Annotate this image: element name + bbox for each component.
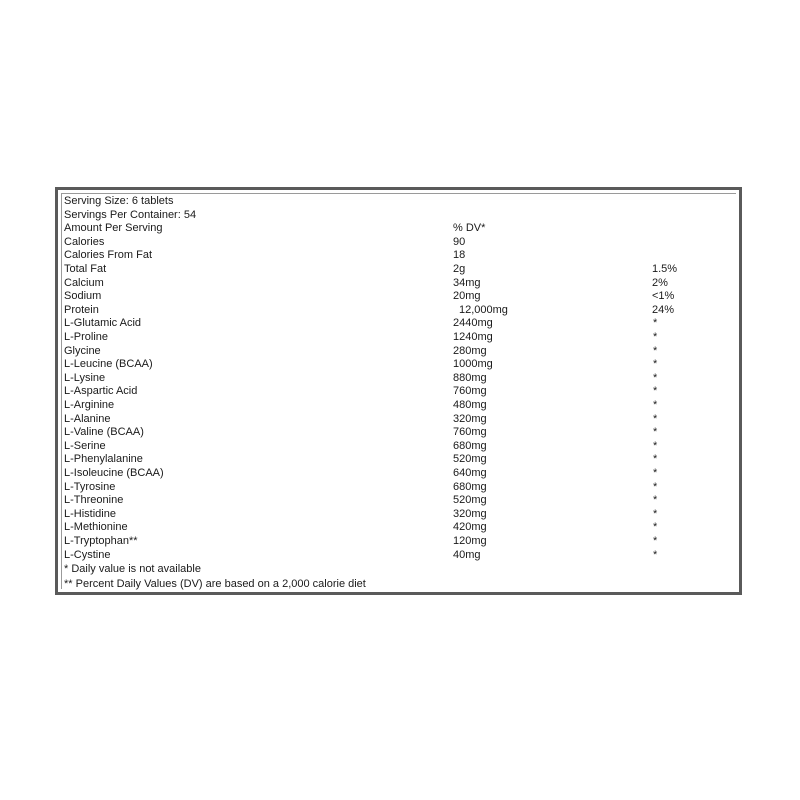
nutrient-row	[62, 399, 736, 413]
nutrient-name: L-Tryptophan**	[64, 535, 138, 547]
nutrient-dv: *	[653, 317, 658, 330]
nutrient-dv: *	[653, 399, 658, 411]
nutrient-dv: 1.5%	[652, 263, 678, 275]
nutrient-name: Calories	[64, 235, 105, 248]
nutrient-dv: 2%	[652, 276, 668, 289]
nutrient-name: L-Valine (BCAA)	[64, 426, 144, 439]
daily-value-footnote: * Daily value is not available	[64, 562, 201, 575]
nutrient-row	[62, 413, 736, 427]
nutrient-dv: *	[653, 535, 658, 547]
nutrient-dv: *	[653, 412, 658, 425]
nutrient-dv: *	[653, 548, 658, 561]
nutrient-amount: 640mg	[453, 467, 487, 479]
dv-column-header: % DV*	[453, 222, 486, 235]
nutrient-amount: 520mg	[453, 453, 487, 466]
nutrient-name: Glycine	[64, 344, 101, 357]
nutrient-amount: 90	[453, 235, 466, 248]
supplement-facts-grid	[61, 193, 736, 589]
nutrient-name: L-Histidine	[64, 507, 116, 520]
nutrient-name: L-Glutamic Acid	[64, 317, 142, 330]
nutrient-dv: *	[653, 467, 658, 479]
nutrient-row	[62, 372, 736, 386]
nutrient-row	[62, 467, 736, 481]
nutrient-name: L-Tyrosine	[64, 480, 116, 493]
serving-size-row	[62, 195, 736, 209]
nutrient-amount: 34mg	[453, 276, 481, 289]
nutrient-name: L-Alanine	[64, 412, 111, 425]
nutrient-amount: 520mg	[453, 494, 487, 507]
nutrient-row	[62, 481, 736, 495]
nutrient-name: L-Lysine	[64, 371, 106, 384]
nutrient-amount: 12,000mg	[459, 303, 508, 316]
nutrient-name: Calories From Fat	[64, 249, 153, 262]
nutrient-amount: 760mg	[453, 426, 487, 439]
nutrient-name: L-Serine	[64, 439, 106, 452]
amount-per-serving-label: Amount Per Serving	[64, 222, 163, 235]
nutrient-dv: *	[653, 453, 658, 466]
servings-per-container: Servings Per Container: 54	[64, 208, 197, 221]
nutrient-name: L-Aspartic Acid	[64, 385, 138, 398]
nutrient-amount: 40mg	[453, 548, 481, 561]
nutrient-amount: 680mg	[453, 439, 487, 452]
nutrient-name: L-Threonine	[64, 494, 124, 507]
nutrient-amount: 420mg	[453, 521, 487, 534]
nutrient-dv: *	[653, 358, 658, 371]
nutrient-amount: 18	[453, 249, 466, 262]
nutrient-name: Sodium	[64, 290, 102, 303]
nutrient-row	[62, 453, 736, 467]
nutrient-name: L-Proline	[64, 331, 109, 343]
nutrient-name: L-Isoleucine (BCAA)	[64, 467, 164, 479]
nutrient-dv: *	[653, 439, 658, 452]
nutrient-row	[62, 249, 736, 263]
nutrient-amount: 880mg	[453, 371, 487, 384]
nutrient-name: L-Arginine	[64, 399, 115, 411]
nutrient-row	[62, 304, 736, 318]
nutrient-dv: *	[653, 426, 658, 439]
nutrient-row	[62, 535, 736, 549]
nutrient-name: L-Methionine	[64, 521, 128, 534]
nutrient-row	[62, 331, 736, 345]
nutrient-name: Total Fat	[64, 263, 107, 275]
nutrient-row	[62, 277, 736, 291]
nutrient-dv: *	[653, 385, 658, 398]
nutrient-dv: *	[653, 344, 658, 357]
nutrient-dv: *	[653, 480, 658, 493]
nutrient-name: L-Cystine	[64, 548, 111, 561]
nutrient-row	[62, 358, 736, 372]
nutrient-row	[62, 521, 736, 535]
nutrient-row	[62, 440, 736, 454]
nutrient-name: Protein	[64, 303, 99, 316]
nutrient-amount: 1240mg	[453, 331, 493, 343]
nutrient-dv: *	[653, 507, 658, 520]
nutrient-name: L-Phenylalanine	[64, 453, 143, 466]
nutrient-amount: 680mg	[453, 480, 487, 493]
nutrient-row	[62, 508, 736, 522]
nutrient-row	[62, 290, 736, 304]
nutrient-amount: 280mg	[453, 344, 487, 357]
nutrient-row	[62, 549, 736, 563]
nutrient-dv: *	[653, 331, 658, 343]
nutrient-dv: *	[653, 521, 658, 534]
percent-dv-footnote: ** Percent Daily Values (DV) are based on a 2,000 calorie diet	[64, 578, 366, 590]
nutrient-amount: 320mg	[453, 507, 487, 520]
nutrient-amount: 2440mg	[453, 317, 493, 330]
serving-size: Serving Size: 6 tablets	[64, 195, 174, 207]
nutrient-amount: 1000mg	[453, 358, 493, 371]
footnote-row	[62, 578, 736, 592]
nutrient-amount: 760mg	[453, 385, 487, 398]
nutrient-amount: 320mg	[453, 412, 487, 425]
servings-per-container-row	[62, 209, 736, 223]
supplement-facts-table	[55, 187, 742, 595]
nutrient-row	[62, 385, 736, 399]
nutrient-amount: 20mg	[453, 290, 481, 303]
nutrient-dv: <1%	[652, 290, 675, 303]
nutrient-name: L-Leucine (BCAA)	[64, 358, 153, 371]
nutrient-dv: *	[653, 371, 658, 384]
amount-per-serving-row	[62, 222, 736, 236]
nutrient-amount: 120mg	[453, 535, 487, 547]
nutrient-row	[62, 263, 736, 277]
nutrient-row	[62, 345, 736, 359]
footnote-row	[62, 563, 736, 577]
nutrient-row	[62, 494, 736, 508]
nutrient-amount: 2g	[453, 263, 466, 275]
nutrient-row	[62, 317, 736, 331]
nutrient-row	[62, 236, 736, 250]
nutrient-dv: *	[653, 494, 658, 507]
nutrient-name: Calcium	[64, 276, 104, 289]
nutrient-row	[62, 426, 736, 440]
nutrient-dv: 24%	[652, 303, 675, 316]
nutrient-amount: 480mg	[453, 399, 487, 411]
